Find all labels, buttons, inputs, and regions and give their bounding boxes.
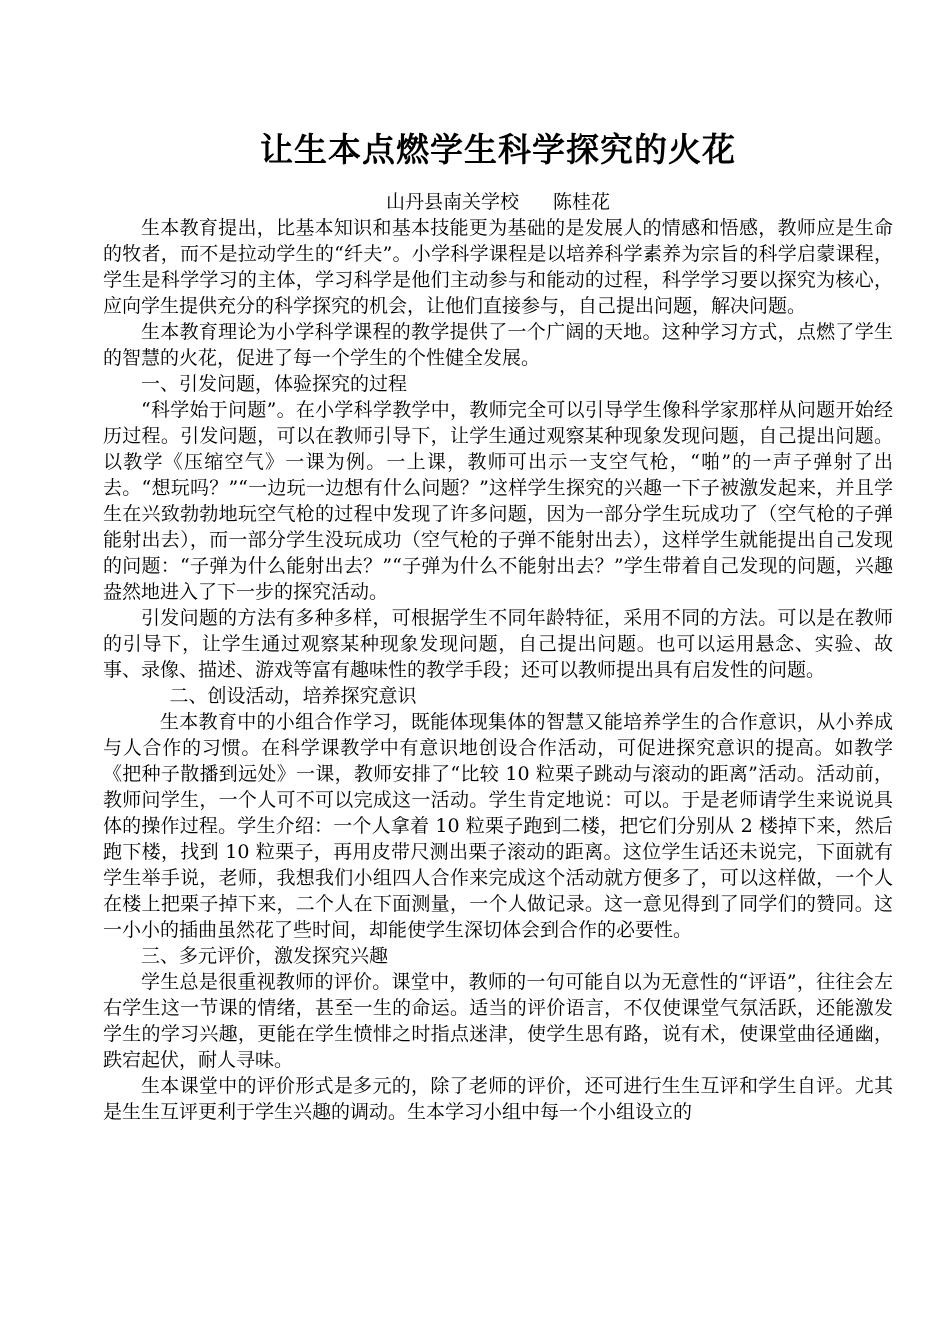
document-body — [103, 215, 893, 1125]
section-heading: 三、多元评价，激发探究兴趣 — [141, 945, 389, 967]
paragraph: 生本教育理论为小学科学课程的教学提供了一个广阔的天地。这种学习方式，点燃了学生的智慧的火花，促进了每一个学生的个性健全发展。 — [103, 321, 893, 369]
paragraph: 学生总是很重视教师的评价。课堂中，教师的一句可能自以为无意性的“评语”，往往会左右学生这一节课的情绪，甚至一生的命运。适当的评价语言，不仅使课堂气氛活跃，还能激发学生的学习兴趣，更能在学生愤悱之时指点迷津，使学生思有路，说有术，使课堂曲径通幽，跌宕起伏，耐人寻味。 — [103, 971, 893, 1071]
section-heading: 二、创设活动，培养探究意识 — [169, 685, 417, 707]
school-name: 山丹县南关学校 — [385, 191, 519, 213]
paragraph: 引发问题的方法有多种多样，可根据学生不同年龄特征，采用不同的方法。可以是在教师的引导下，让学生通过观察某种现象发现问题，自己提出问题。也可以运用悬念、实验、故事、录像、描述、游戏等富有趣味性的教学手段；还可以教师提出具有启发性的问题。 — [103, 607, 893, 681]
document-page — [103, 125, 893, 1125]
paragraph: 生本教育中的小组合作学习，既能体现集体的智慧又能培养学生的合作意识，从小养成与人合作的习惯。在科学课教学中有意识地创设合作活动，可促进探究意识的提高。如教学《把种子散播到远处》一课，教师安排了“比较 10 粒栗子跳动与滚动的距离”活动。活动前，教师问学生，一个人可不可以完成这一活动。学生肯定地说：可以。于是老师请学生来说说具体的操作过程。学生介绍：一个人拿着 10 粒栗子跑到二楼，把它们分别从 2 楼掉下来，然后跑下楼，找到 10 粒栗子，再用皮带尺测出栗子滚动的距离。这位学生话还未说完，下面就有学生举手说，老师，我想我们小组四人合作来完成这个活动就方便多了，可以这样做，一个人在楼上把栗子掉下来，二个人在下面测量，一个人做记录。这一意见得到了同学们的赞同。这一小小的插曲虽然花了些时间，却能使学生深切体会到合作的必要性。 — [103, 711, 893, 941]
paragraph: 生本教育提出，比基本知识和基本技能更为基础的是发展人的情感和悟感，教师应是生命的牧者，而不是拉动学生的“纤夫”。小学科学课程是以培养科学素养为宗旨的科学启蒙课程，学生是科学学习的主体，学习科学是他们主动参与和能动的过程，科学学习要以探究为核心，应向学生提供充分的科学探究的机会，让他们直接参与，自己提出问题，解决问题。 — [103, 217, 893, 317]
author-name: 陈桂花 — [553, 191, 611, 213]
document-title: 让生本点燃学生科学探究的火花 — [260, 130, 736, 169]
section-heading: 一、引发问题，体验探究的过程 — [141, 373, 408, 395]
byline — [103, 189, 893, 215]
paragraph: “科学始于问题”。在小学科学教学中，教师完全可以引导学生像科学家那样从问题开始经历过程。引发问题，可以在教师引导下，让学生通过观察某种现象发现问题，自己提出问题。以教学《压缩空气》一课为例。一上课，教师可出示一支空气枪，“啪”的一声子弹射了出去。“想玩吗？”“一边玩一边想有什么问题？”这样学生探究的兴趣一下子被激发起来，并且学生在兴致勃勃地玩空气枪的过程中发现了许多问题，因为一部分学生玩成功了（空气枪的子弹能射出去），而一部分学生没玩成功（空气枪的子弹不能射出去），这样学生就能提出自己发现的问题：“子弹为什么能射出去？”“子弹为什么不能射出去？”学生带着自己发现的问题，兴趣盎然地进入了下一步的探究活动。 — [103, 399, 893, 603]
paragraph: 生本课堂中的评价形式是多元的，除了老师的评价，还可进行生生互评和学生自评。尤其是生生互评更利于学生兴趣的调动。生本学习小组中每一个小组设立的 — [103, 1075, 893, 1123]
